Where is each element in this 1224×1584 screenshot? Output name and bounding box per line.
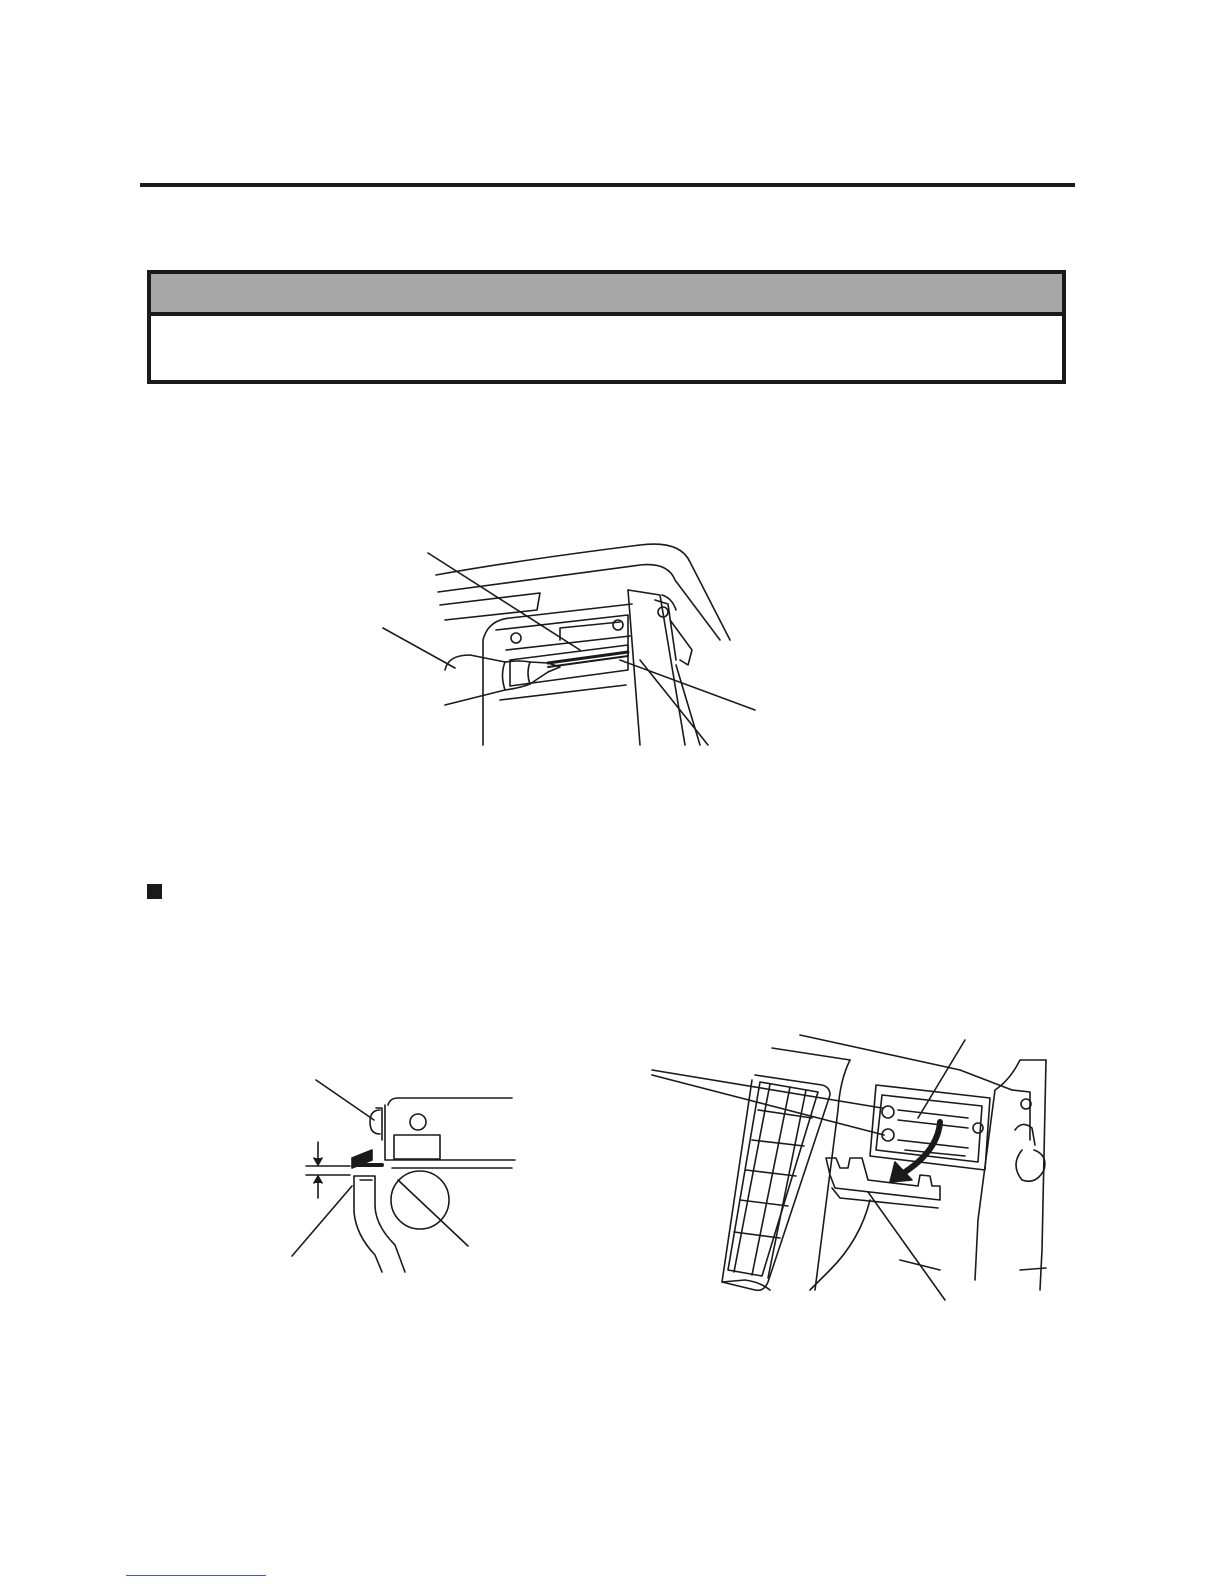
sensor-gap-side-view-diagram bbox=[292, 1080, 515, 1272]
printer-bracket-removal-illustration bbox=[652, 1035, 1046, 1300]
footer-link-underline[interactable] bbox=[126, 1575, 266, 1576]
print-head-cleaning-illustration bbox=[383, 544, 755, 745]
